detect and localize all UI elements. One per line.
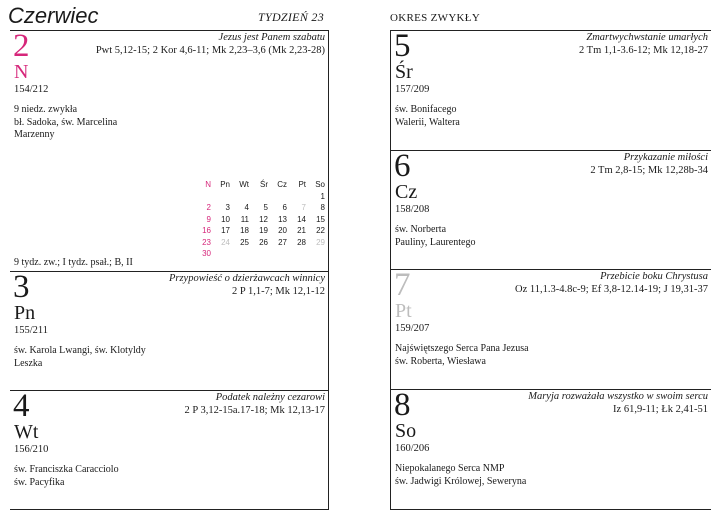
- saints-list: [395, 463, 526, 488]
- day-of-year: 159/207: [395, 323, 430, 334]
- day-of-year: 158/208: [395, 204, 430, 215]
- day-number: 2: [13, 28, 30, 64]
- day-of-year: 157/209: [395, 84, 430, 95]
- mini-calendar-day: [212, 191, 231, 203]
- weekday-abbrev: Śr: [395, 61, 413, 83]
- weekday-abbrev: Cz: [395, 181, 418, 203]
- saints-line: Pauliny, Laurentego: [395, 236, 476, 248]
- day-of-year: 160/206: [395, 443, 430, 454]
- reading-refs: Pwt 5,12-15; 2 Kor 4,6-11; Mk 2,23–3,6 (Mk 2,23-28): [95, 45, 325, 56]
- gospel-title: Podatek należny cezarowi: [215, 392, 325, 403]
- day-of-year: 155/211: [14, 325, 49, 336]
- gospel-title: Jezus jest Panem szabatu: [218, 32, 325, 43]
- mini-calendar-day: [193, 191, 212, 203]
- day-entry-4: [10, 390, 328, 510]
- reading-refs: 2 Tm 1,1-3.6-12; Mk 12,18-27: [578, 45, 708, 56]
- mini-calendar-day: 10: [221, 214, 230, 224]
- mini-calendar-day: 26: [259, 237, 268, 247]
- mini-calendar-day: 21: [297, 226, 306, 236]
- mini-calendar-day: 22: [316, 226, 325, 236]
- mini-calendar-day: 1: [320, 191, 325, 201]
- saints-line: św. Norberta: [395, 224, 447, 235]
- gospel-title: Przykazanie miłości: [623, 152, 708, 163]
- saints-list: [395, 104, 460, 129]
- week-label: TYDZIEŃ 23: [258, 10, 325, 24]
- month-title: Czerwiec: [8, 3, 99, 28]
- mini-calendar-day: [288, 191, 307, 203]
- mini-calendar-day: 13: [278, 214, 287, 224]
- saints-line: 9 niedz. zwykła: [14, 104, 78, 115]
- day-number: 3: [13, 269, 30, 305]
- reading-refs: Iz 61,9-11; Łk 2,41-51: [613, 404, 708, 415]
- mini-calendar-day: 20: [278, 226, 287, 236]
- gospel-title: Przypowieść o dzierżawcach winnicy: [168, 273, 325, 284]
- mini-calendar-day: 27: [278, 237, 287, 247]
- saints-list: [14, 464, 119, 489]
- saints-list: [14, 104, 117, 142]
- mini-calendar-day: 16: [202, 226, 211, 236]
- weekday-abbrev: So: [395, 420, 417, 442]
- weekday-abbrev: Pt: [395, 300, 412, 322]
- mini-calendar-day: [231, 191, 250, 203]
- saints-line: św. Bonifacego: [395, 104, 457, 115]
- day-number: 5: [394, 28, 411, 64]
- season-label: OKRES ZWYKŁY: [390, 12, 481, 24]
- saints-line: św. Franciszka Caracciolo: [14, 464, 119, 475]
- mini-calendar-day: 17: [221, 226, 230, 236]
- left-page: [10, 30, 329, 510]
- mini-calendar-day: [250, 248, 269, 260]
- mini-calendar-day: 11: [240, 214, 249, 224]
- mini-calendar-header: Wt: [239, 180, 249, 190]
- mini-calendar-day: [307, 248, 326, 260]
- mini-calendar-day: 30: [202, 249, 211, 259]
- gospel-title: Zmartwychwstanie umarłych: [586, 32, 708, 43]
- day-of-year: 154/212: [14, 84, 49, 95]
- day-entry-5: [391, 28, 711, 150]
- mini-calendar-day: 12: [259, 214, 268, 224]
- reading-refs: Oz 11,1.3-4.8c-9; Ef 3,8-12.14-19; J 19,31-37: [515, 284, 708, 295]
- mini-calendar-day: [269, 248, 288, 260]
- day-number: 7: [394, 267, 411, 303]
- day-entry-3: [10, 271, 328, 391]
- mini-calendar-header: Śr: [260, 180, 268, 190]
- mini-calendar-day: 19: [259, 226, 268, 236]
- mini-calendar-day: 6: [282, 203, 287, 213]
- mini-calendar-day: [250, 191, 269, 203]
- mini-calendar-day: [269, 191, 288, 203]
- saints-line: bł. Sadoka, św. Marcelina: [14, 116, 118, 128]
- mini-calendar-day: 24: [221, 237, 230, 247]
- mini-calendar-day: [288, 248, 307, 260]
- week-psalter-note: 9 tydz. zw.; I tydz. psał.; B, II: [14, 257, 133, 268]
- day-of-year: 156/210: [14, 444, 49, 455]
- reading-refs: 2 Tm 2,8-15; Mk 12,28b-34: [590, 165, 708, 176]
- saints-list: [395, 343, 529, 368]
- mini-calendar-day: 29: [316, 237, 325, 247]
- saints-line: Leszka: [14, 357, 43, 369]
- saints-line: św. Roberta, Wiesława: [395, 355, 486, 367]
- saints-line: Walerii, Waltera: [395, 116, 460, 128]
- saints-line: Niepokalanego Serca NMP: [395, 463, 505, 474]
- day-entry-7: [391, 269, 711, 390]
- day-number: 6: [394, 148, 411, 184]
- saints-line: Marzenny: [14, 129, 55, 140]
- saints-line: św. Jadwigi Królowej, Seweryna: [395, 475, 527, 487]
- gospel-title: Przebicie boku Chrystusa: [600, 271, 708, 282]
- saints-list: [395, 224, 475, 249]
- day-entry-2: [10, 28, 328, 271]
- saints-line: św. Karola Lwangi, św. Klotyldy: [14, 345, 146, 356]
- mini-calendar-day: [231, 248, 250, 260]
- mini-calendar-day: 18: [240, 226, 249, 236]
- mini-calendar-day: 15: [316, 214, 325, 224]
- day-entry-6: [391, 150, 711, 270]
- gospel-title: Maryja rozważała wszystko w swoim sercu: [528, 391, 708, 402]
- mini-calendar-day: 9: [206, 214, 211, 224]
- mini-calendar-header: N: [205, 180, 211, 190]
- mini-calendar-day: 5: [263, 203, 268, 213]
- mini-calendar-day: 8: [320, 203, 325, 213]
- day-entry-8: [391, 389, 711, 510]
- weekday-abbrev: Wt: [14, 421, 39, 443]
- saints-list: [14, 345, 146, 370]
- mini-calendar-day: 7: [301, 203, 306, 213]
- weekday-abbrev: N: [14, 61, 29, 83]
- day-number: 4: [13, 388, 30, 424]
- mini-calendar-day: 3: [225, 203, 230, 213]
- mini-calendar-day: 25: [240, 237, 249, 247]
- mini-calendar-header: Pn: [220, 180, 230, 190]
- mini-calendar-day: [212, 248, 231, 260]
- mini-calendar-header: Cz: [277, 180, 287, 190]
- reading-refs: 2 P 1,1-7; Mk 12,1-12: [232, 286, 325, 297]
- mini-calendar-day: 23: [202, 237, 211, 247]
- mini-calendar: [193, 179, 326, 260]
- day-number: 8: [394, 387, 411, 423]
- reading-refs: 2 P 3,12-15a.17-18; Mk 12,13-17: [184, 405, 325, 416]
- weekday-abbrev: Pn: [14, 302, 36, 324]
- saints-line: św. Pacyfika: [14, 476, 65, 488]
- right-page: [390, 30, 711, 510]
- mini-calendar-day: 14: [297, 214, 306, 224]
- mini-calendar-header: So: [315, 180, 325, 190]
- mini-calendar-day: 4: [244, 203, 249, 213]
- mini-calendar-day: 28: [297, 237, 306, 247]
- mini-calendar-header: Pt: [298, 180, 306, 190]
- saints-line: Najświętszego Serca Pana Jezusa: [395, 343, 529, 354]
- mini-calendar-day: 2: [206, 203, 211, 213]
